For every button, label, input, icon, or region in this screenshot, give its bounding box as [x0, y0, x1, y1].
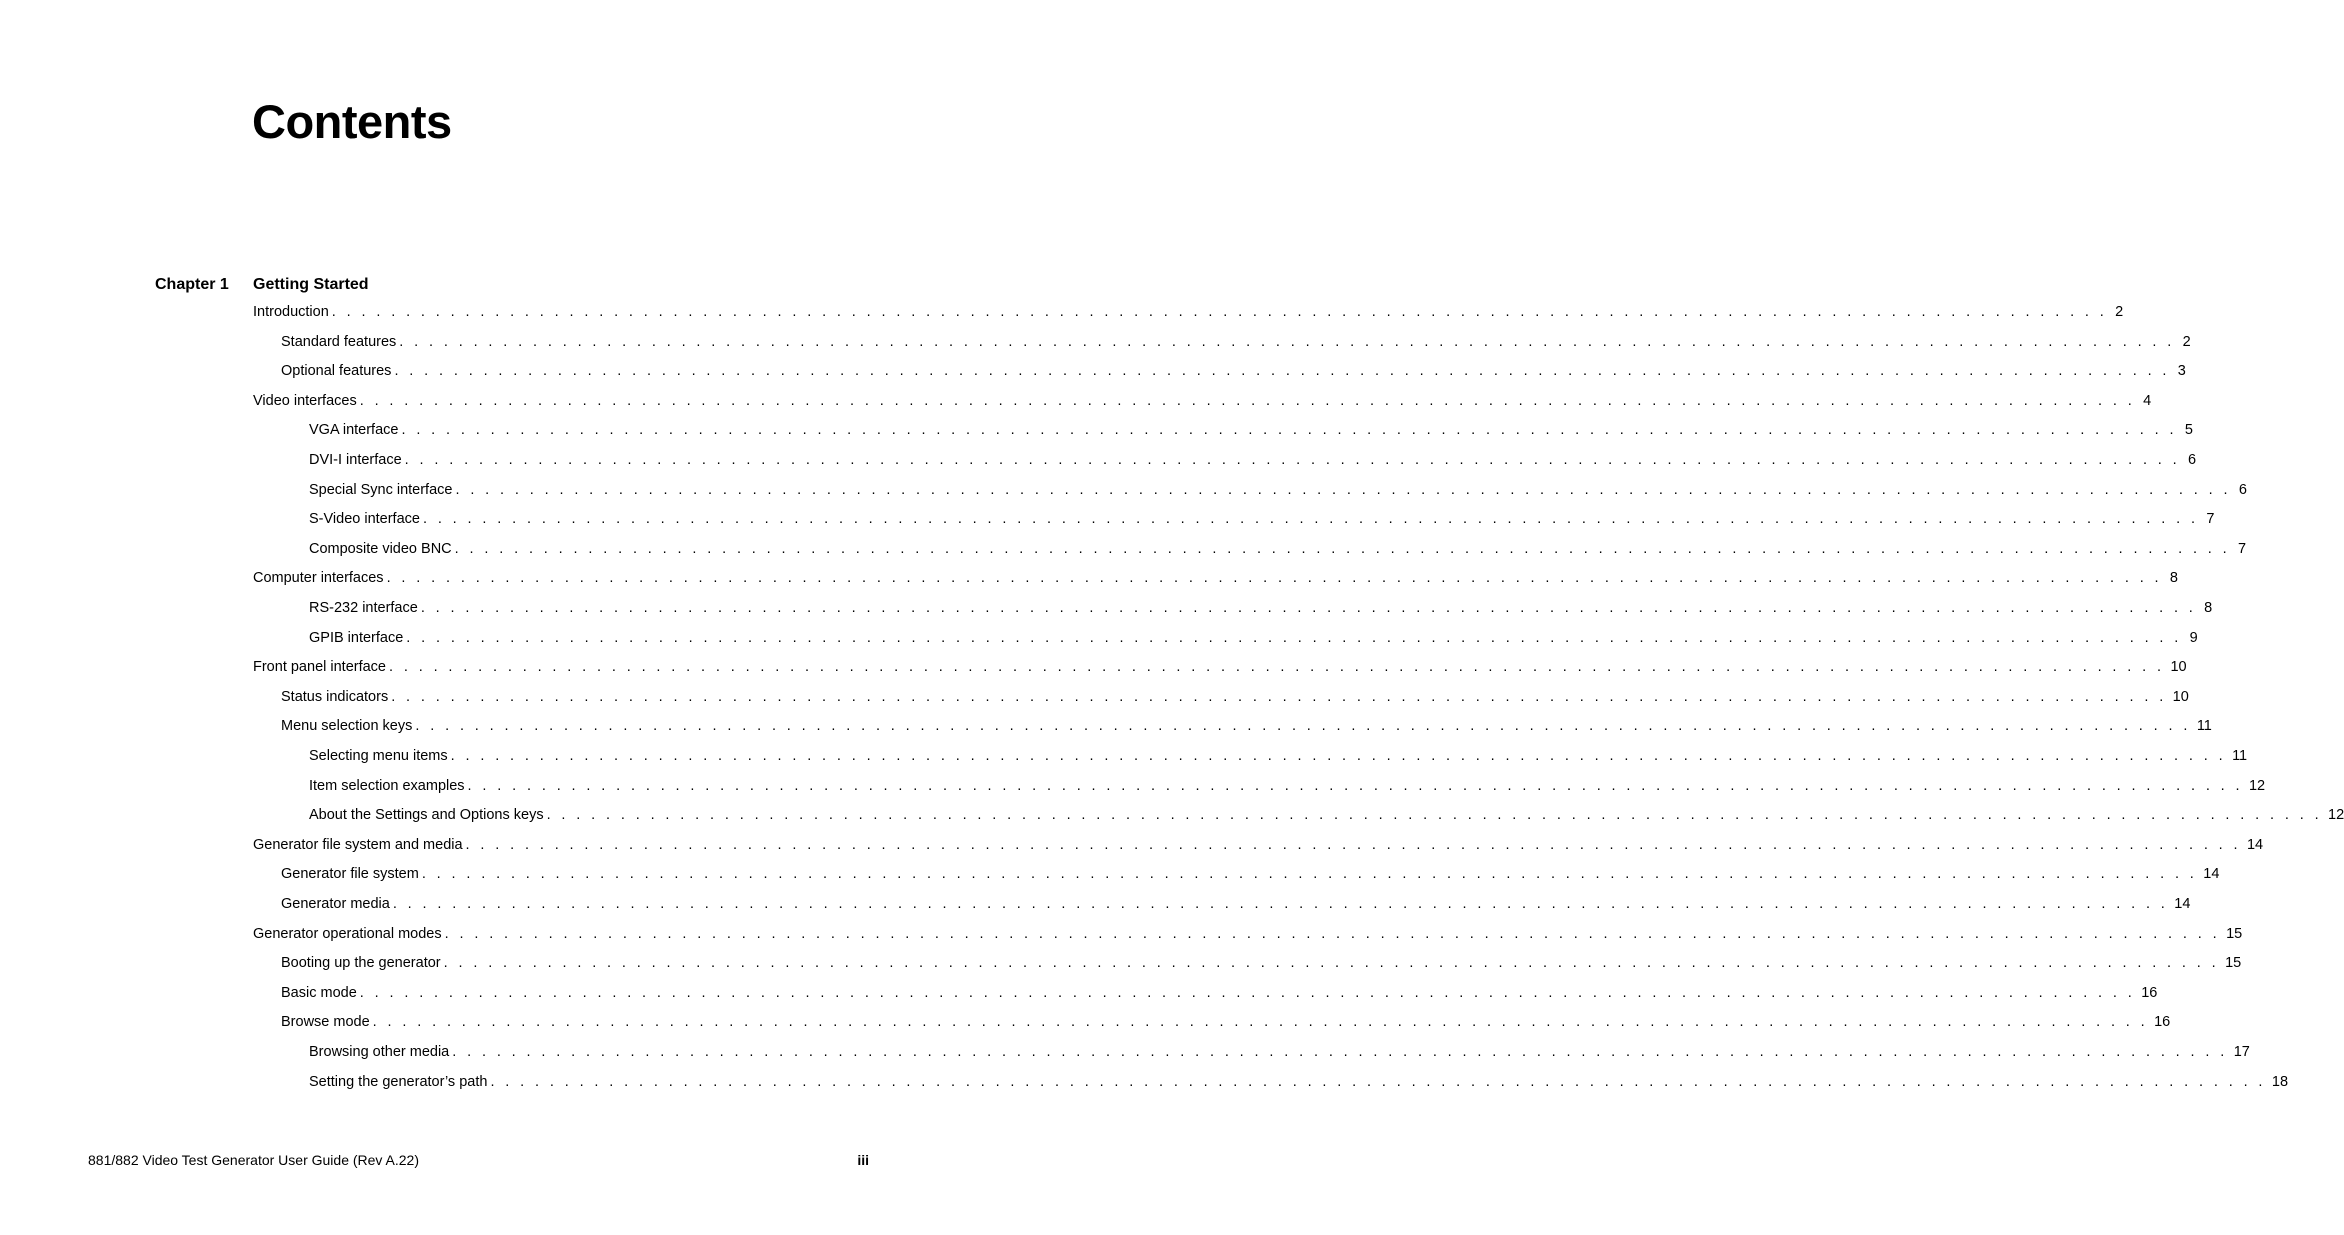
toc-entry[interactable] [281, 1012, 2171, 1032]
toc-entry-text: Generator operational modes [253, 925, 442, 942]
toc-entry[interactable] [309, 450, 2197, 470]
toc-entry-page: 11 [2232, 748, 2248, 764]
toc-entry[interactable] [281, 332, 2191, 352]
toc-entry[interactable] [309, 628, 2198, 648]
toc-entry-text: VGA interface [309, 422, 399, 439]
toc-entry[interactable] [309, 598, 2213, 618]
toc-entry-text: Menu selection keys [281, 718, 413, 735]
toc-dot-leader: . . . . . . . . . . . . . . . . . . . . . . . . . . . . . . . . . . . . . . . . . . . . . . . . . . . . . . . . . . . . . . . . . . . . . . . . . . . . . . . . . . . . . . . . . . . . . . . . . . . . . . . . . . . . . . . . . . . . . . . . [452, 1044, 2228, 1060]
toc-entry[interactable] [253, 657, 2187, 677]
toc-dot-leader: . . . . . . . . . . . . . . . . . . . . . . . . . . . . . . . . . . . . . . . . . . . . . . . . . . . . . . . . . . . . . . . . . . . . . . . . . . . . . . . . . . . . . . . . . . . . . . . . . . . . . . . . . . . . . . . . . . . . . . . . [399, 333, 2175, 350]
toc-dot-leader: . . . . . . . . . . . . . . . . . . . . . . . . . . . . . . . . . . . . . . . . . . . . . . . . . . . . . . . . . . . . . . . . . . . . . . . . . . . . . . . . . . . . . . . . . . . . . . . . . . . . . . . . . . . . . . . . . . . . . . . . [331, 304, 2108, 320]
toc-entry-text: Generator media [281, 896, 390, 912]
toc-entry-page: 14 [2174, 896, 2191, 912]
toc-entry-text: Selecting menu items [309, 748, 448, 764]
toc-entry-page: 12 [2248, 777, 2266, 794]
toc-entry-page: 12 [2328, 807, 2344, 824]
toc-entry-text: RS-232 interface [309, 600, 418, 616]
toc-dot-leader: . . . . . . . . . . . . . . . . . . . . . . . . . . . . . . . . . . . . . . . . . . . . . . . . . . . . . . . . . . . . . . . . . . . . . . . . . . . . . . . . . . . . . . . . . . . . . . . . . . . . . . . . . . . . . . . . . . . . . . . . [415, 718, 2191, 735]
toc-entry-text: Item selection examples [309, 777, 465, 794]
toc-entry[interactable] [253, 391, 2152, 411]
chapter-title: Getting Started [253, 276, 369, 293]
toc-dot-leader: . . . . . . . . . . . . . . . . . . . . . . . . . . . . . . . . . . . . . . . . . . . . . . . . . . . . . . . . . . . . . . . . . . . . . . . . . . . . . . . . . . . . . . . . . . . . . . . . . . . . . . . . . . . . . . . . . . . . . . . . [394, 363, 2170, 380]
toc-dot-leader: . . . . . . . . . . . . . . . . . . . . . . . . . . . . . . . . . . . . . . . . . . . . . . . . . . . . . . . . . . . . . . . . . . . . . . . . . . . . . . . . . . . . . . . . . . . . . . . . . . . . . . . . . . . . . . . . . . . . . . . . [465, 836, 2241, 853]
toc-entry[interactable] [309, 805, 2344, 825]
toc-entry-text: Computer interfaces [253, 570, 384, 587]
toc-dot-leader: . . . . . . . . . . . . . . . . . . . . . . . . . . . . . . . . . . . . . . . . . . . . . . . . . . . . . . . . . . . . . . . . . . . . . . . . . . . . . . . . . . . . . . . . . . . . . . . . . . . . . . . . . . . . . . . . . . . . . . . . [443, 955, 2220, 972]
toc-dot-leader: . . . . . . . . . . . . . . . . . . . . . . . . . . . . . . . . . . . . . . . . . . . . . . . . . . . . . . . . . . . . . . . . . . . . . . . . . . . . . . . . . . . . . . . . . . . . . . . . . . . . . . . . . . . . . . . . . . . . . . . . [467, 777, 2243, 794]
toc-entry-text: Browsing other media [309, 1044, 450, 1060]
toc-dot-leader: . . . . . . . . . . . . . . . . . . . . . . . . . . . . . . . . . . . . . . . . . . . . . . . . . . . . . . . . . . . . . . . . . . . . . . . . . . . . . . . . . . . . . . . . . . . . . . . . . . . . . . . . . . . . . . . . . . . . . . . . [372, 1014, 2149, 1031]
toc-entry-page: 10 [2170, 659, 2187, 676]
toc-entry[interactable] [253, 924, 2243, 944]
toc-entry-text: Optional features [281, 363, 392, 380]
toc-entry-text: Introduction [253, 304, 329, 320]
toc-dot-leader: . . . . . . . . . . . . . . . . . . . . . . . . . . . . . . . . . . . . . . . . . . . . . . . . . . . . . . . . . . . . . . . . . . . . . . . . . . . . . . . . . . . . . . . . . . . . . . . . . . . . . . . . . . . . . . . . . . . . . . . . [392, 896, 2169, 912]
toc-dot-leader: . . . . . . . . . . . . . . . . . . . . . . . . . . . . . . . . . . . . . . . . . . . . . . . . . . . . . . . . . . . . . . . . . . . . . . . . . . . . . . . . . . . . . . . . . . . . . . . . . . . . . . . . . . . . . . . . . . . . . . . . [450, 748, 2227, 764]
toc-entry[interactable] [281, 716, 2212, 736]
toc-entry-page: 7 [2238, 540, 2247, 557]
toc-entry-text: About the Settings and Options keys [309, 807, 544, 824]
toc-entry[interactable] [281, 361, 2186, 381]
toc-entry-page: 7 [2206, 511, 2215, 528]
toc-entry-text: Composite video BNC [309, 540, 452, 557]
footer-document-title: 881/882 Video Test Generator User Guide (Rev A.22) [88, 1152, 420, 1168]
toc-entry[interactable] [281, 953, 2242, 973]
toc-dot-leader: . . . . . . . . . . . . . . . . . . . . . . . . . . . . . . . . . . . . . . . . . . . . . . . . . . . . . . . . . . . . . . . . . . . . . . . . . . . . . . . . . . . . . . . . . . . . . . . . . . . . . . . . . . . . . . . . . . . . . . . . [546, 807, 2323, 824]
toc-entry-page: 9 [2189, 629, 2198, 646]
toc-entry-page: 4 [2143, 392, 2152, 409]
toc-entry-page: 14 [2203, 866, 2220, 883]
toc-entry-page: 6 [2188, 452, 2197, 468]
toc-entry-text: Special Sync interface [309, 481, 453, 498]
toc-dot-leader: . . . . . . . . . . . . . . . . . . . . . . . . . . . . . . . . . . . . . . . . . . . . . . . . . . . . . . . . . . . . . . . . . . . . . . . . . . . . . . . . . . . . . . . . . . . . . . . . . . . . . . . . . . . . . . . . . . . . . . . . [406, 629, 2182, 646]
toc-entry-page: 14 [2246, 836, 2264, 853]
toc-dot-leader: . . . . . . . . . . . . . . . . . . . . . . . . . . . . . . . . . . . . . . . . . . . . . . . . . . . . . . . . . . . . . . . . . . . . . . . . . . . . . . . . . . . . . . . . . . . . . . . . . . . . . . . . . . . . . . . . . . . . . . . . [454, 540, 2231, 557]
toc-entry-page: 6 [2238, 481, 2247, 498]
toc-entry-text: Status indicators [281, 688, 389, 705]
toc-entry-page: 10 [2172, 688, 2189, 705]
toc-entry[interactable] [253, 835, 2264, 855]
toc-entry-page: 15 [2226, 925, 2243, 942]
toc-entry-page: 16 [2154, 1014, 2171, 1031]
toc-dot-leader: . . . . . . . . . . . . . . . . . . . . . . . . . . . . . . . . . . . . . . . . . . . . . . . . . . . . . . . . . . . . . . . . . . . . . . . . . . . . . . . . . . . . . . . . . . . . . . . . . . . . . . . . . . . . . . . . . . . . . . . . [359, 984, 2136, 1001]
toc-dot-leader: . . . . . . . . . . . . . . . . . . . . . . . . . . . . . . . . . . . . . . . . . . . . . . . . . . . . . . . . . . . . . . . . . . . . . . . . . . . . . . . . . . . . . . . . . . . . . . . . . . . . . . . . . . . . . . . . . . . . . . . . [391, 688, 2167, 705]
toc-entry[interactable] [309, 509, 2215, 529]
toc-entry-text: DVI-I interface [309, 452, 402, 468]
toc-entry-text: Standard features [281, 333, 397, 350]
toc-entry-page: 2 [2115, 304, 2124, 320]
toc-entry-text: Setting the generator’s path [309, 1073, 488, 1090]
toc-entry-text: Browse mode [281, 1014, 370, 1031]
toc-dot-leader: . . . . . . . . . . . . . . . . . . . . . . . . . . . . . . . . . . . . . . . . . . . . . . . . . . . . . . . . . . . . . . . . . . . . . . . . . . . . . . . . . . . . . . . . . . . . . . . . . . . . . . . . . . . . . . . . . . . . . . . . [401, 422, 2177, 439]
toc-entry[interactable] [309, 539, 2247, 559]
toc-entry-page: 16 [2141, 984, 2158, 1001]
toc-entry[interactable] [281, 687, 2189, 707]
toc-entry[interactable] [309, 746, 2248, 766]
toc-dot-leader: . . . . . . . . . . . . . . . . . . . . . . . . . . . . . . . . . . . . . . . . . . . . . . . . . . . . . . . . . . . . . . . . . . . . . . . . . . . . . . . . . . . . . . . . . . . . . . . . . . . . . . . . . . . . . . . . . . . . . . . . [386, 570, 2162, 587]
toc-entry[interactable] [281, 983, 2158, 1003]
toc-dot-leader: . . . . . . . . . . . . . . . . . . . . . . . . . . . . . . . . . . . . . . . . . . . . . . . . . . . . . . . . . . . . . . . . . . . . . . . . . . . . . . . . . . . . . . . . . . . . . . . . . . . . . . . . . . . . . . . . . . . . . . . . [420, 600, 2197, 616]
toc-entry-text: Generator file system and media [253, 836, 463, 853]
toc-entry[interactable] [309, 420, 2193, 440]
toc-entry-page: 5 [2184, 422, 2193, 439]
toc-dot-leader: . . . . . . . . . . . . . . . . . . . . . . . . . . . . . . . . . . . . . . . . . . . . . . . . . . . . . . . . . . . . . . . . . . . . . . . . . . . . . . . . . . . . . . . . . . . . . . . . . . . . . . . . . . . . . . . . . . . . . . . . [389, 659, 2165, 676]
toc-dot-leader: . . . . . . . . . . . . . . . . . . . . . . . . . . . . . . . . . . . . . . . . . . . . . . . . . . . . . . . . . . . . . . . . . . . . . . . . . . . . . . . . . . . . . . . . . . . . . . . . . . . . . . . . . . . . . . . . . . . . . . . . [421, 866, 2198, 883]
toc-entry-page: 3 [2177, 363, 2186, 380]
toc-entry[interactable] [253, 568, 2178, 588]
toc-dot-leader: . . . . . . . . . . . . . . . . . . . . . . . . . . . . . . . . . . . . . . . . . . . . . . . . . . . . . . . . . . . . . . . . . . . . . . . . . . . . . . . . . . . . . . . . . . . . . . . . . . . . . . . . . . . . . . . . . . . . . . . . [455, 481, 2231, 498]
chapter-label: Chapter 1 [155, 276, 229, 293]
toc-dot-leader: . . . . . . . . . . . . . . . . . . . . . . . . . . . . . . . . . . . . . . . . . . . . . . . . . . . . . . . . . . . . . . . . . . . . . . . . . . . . . . . . . . . . . . . . . . . . . . . . . . . . . . . . . . . . . . . . . . . . . . . . [444, 925, 2221, 942]
toc-dot-leader: . . . . . . . . . . . . . . . . . . . . . . . . . . . . . . . . . . . . . . . . . . . . . . . . . . . . . . . . . . . . . . . . . . . . . . . . . . . . . . . . . . . . . . . . . . . . . . . . . . . . . . . . . . . . . . . . . . . . . . . . [359, 392, 2136, 409]
toc-dot-leader: . . . . . . . . . . . . . . . . . . . . . . . . . . . . . . . . . . . . . . . . . . . . . . . . . . . . . . . . . . . . . . . . . . . . . . . . . . . . . . . . . . . . . . . . . . . . . . . . . . . . . . . . . . . . . . . . . . . . . . . . [422, 511, 2199, 528]
toc-entry-text: Front panel interface [253, 659, 386, 676]
toc-entry-text: S-Video interface [309, 511, 420, 528]
toc-entry-page: 8 [2169, 570, 2178, 587]
toc-entry[interactable] [281, 894, 2191, 914]
toc-entry-page: 15 [2225, 955, 2242, 972]
footer-page-number: iii [857, 1152, 869, 1168]
toc-entry-text: GPIB interface [309, 629, 404, 646]
toc-entry-page: 17 [2233, 1044, 2250, 1060]
toc-entry[interactable] [309, 1072, 2289, 1092]
toc-entry-page: 11 [2196, 718, 2212, 735]
toc-entry[interactable] [309, 776, 2266, 796]
toc-entry-text: Booting up the generator [281, 955, 441, 972]
toc-entry-text: Basic mode [281, 984, 357, 1001]
toc-entry-text: Generator file system [281, 866, 419, 883]
toc-entry-page: 2 [2182, 333, 2191, 350]
toc-entry-page: 8 [2204, 600, 2213, 616]
toc-entry[interactable] [281, 864, 2220, 884]
toc-entry-text: Video interfaces [253, 392, 357, 409]
toc-entry[interactable] [253, 302, 2124, 322]
toc-entry[interactable] [309, 1042, 2250, 1062]
toc-entry-page: 18 [2271, 1073, 2289, 1090]
toc-dot-leader: . . . . . . . . . . . . . . . . . . . . . . . . . . . . . . . . . . . . . . . . . . . . . . . . . . . . . . . . . . . . . . . . . . . . . . . . . . . . . . . . . . . . . . . . . . . . . . . . . . . . . . . . . . . . . . . . . . . . . . . . [404, 452, 2181, 468]
toc-dot-leader: . . . . . . . . . . . . . . . . . . . . . . . . . . . . . . . . . . . . . . . . . . . . . . . . . . . . . . . . . . . . . . . . . . . . . . . . . . . . . . . . . . . . . . . . . . . . . . . . . . . . . . . . . . . . . . . . . . . . . . . . [490, 1073, 2266, 1090]
page-title: Contents [252, 95, 452, 148]
toc-entry[interactable] [309, 480, 2247, 500]
